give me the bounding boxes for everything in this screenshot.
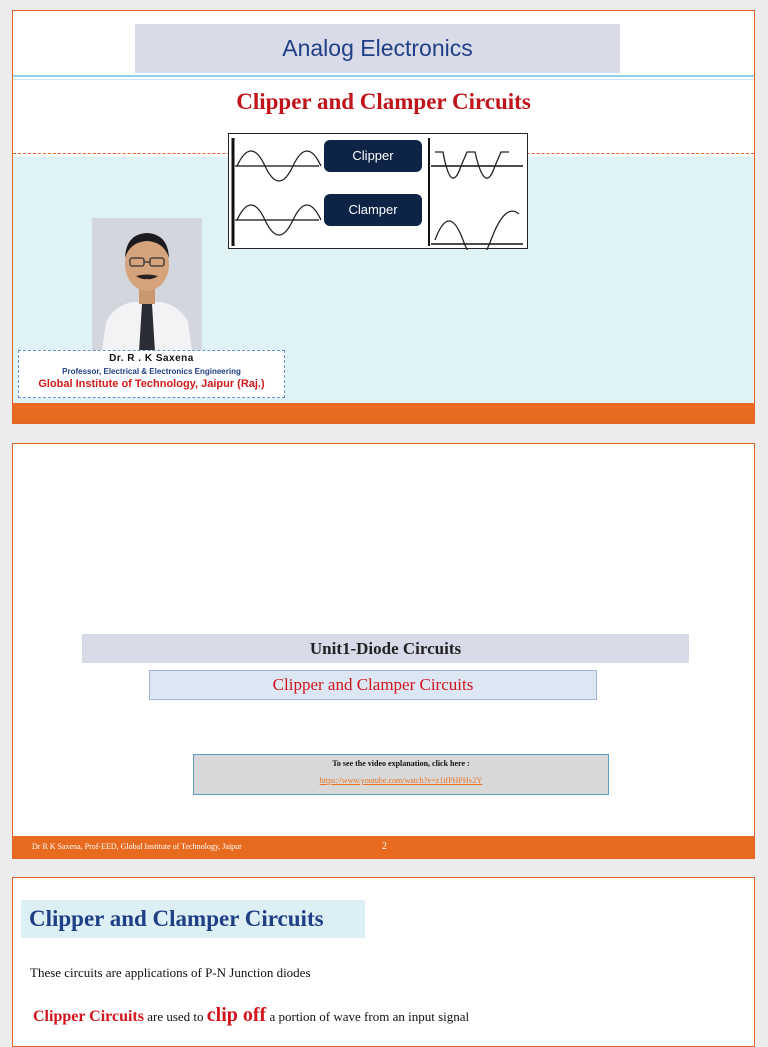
slide-1 (12, 10, 755, 424)
video-callout (193, 754, 609, 795)
video-link[interactable]: https://www.youtube.com/watch?v=z1ifPHPHv2Y (319, 776, 483, 785)
clipper-clamper-diagram (228, 133, 528, 249)
slide-heading: Clipper and Clamper Circuits (21, 900, 365, 938)
author-photo (92, 218, 202, 352)
person-portrait-icon (92, 218, 202, 352)
video-prompt: To see the video explanation, click here : (332, 759, 470, 768)
page-number: 2 (382, 841, 387, 852)
slide-subtitle: Clipper and Clamper Circuits (236, 89, 531, 114)
definition-text: a portion of wave from an input signal (269, 1009, 470, 1024)
footer-bar (13, 403, 754, 424)
divider (13, 79, 754, 80)
author-name: Dr. R . K Saxena (109, 353, 194, 364)
clamper-label: Clamper (324, 194, 422, 226)
intro-text: These circuits are applications of P-N Junction diodes (30, 965, 311, 980)
definition-text: are used to (147, 1009, 204, 1024)
clipper-label: Clipper (324, 140, 422, 172)
unit-title: Unit1-Diode Circuits (82, 634, 689, 663)
slide-subtitle: Clipper and Clamper Circuits (149, 670, 597, 700)
author-namecard (18, 350, 285, 398)
footer-text: Dr R K Saxena, Prof-EED, Global Institute of Technology, Jaipur (32, 842, 242, 851)
footer-bar (13, 836, 754, 858)
slide-2 (12, 443, 755, 859)
clipper-term: Clipper Circuits (33, 1008, 144, 1025)
slide-3 (12, 877, 755, 1047)
clipped-wave (435, 152, 509, 178)
divider (13, 75, 754, 77)
author-institute: Global Institute of Technology, Jaipur (Raj.) (38, 378, 265, 390)
author-role: Professor, Electrical & Electronics Engineering (62, 367, 241, 376)
emphasis-text: clip off (206, 1004, 267, 1026)
slide-title: Analog Electronics (135, 24, 620, 73)
